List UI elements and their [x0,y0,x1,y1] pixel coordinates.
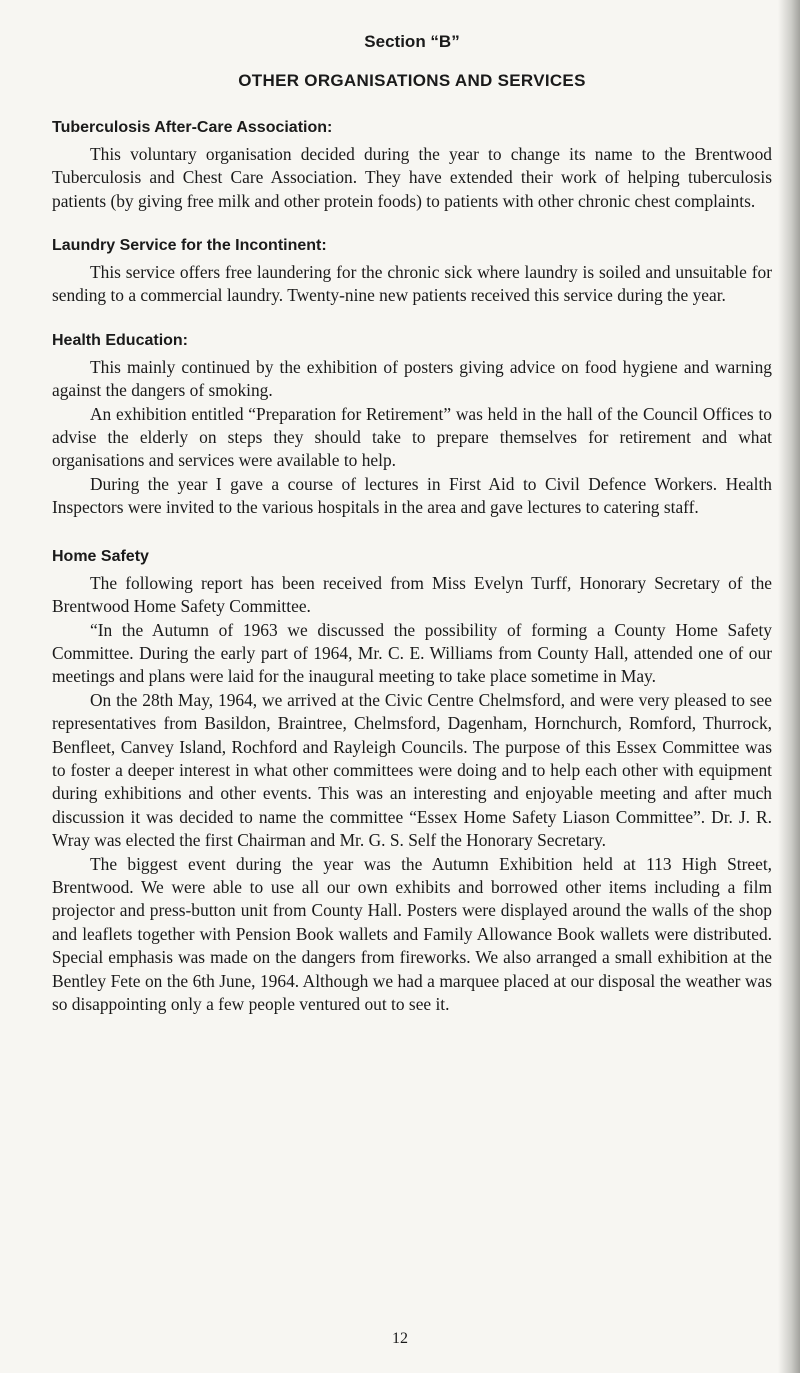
home-safety-heading: Home Safety [52,547,149,565]
page-number: 12 [392,1330,408,1347]
home-safety-section [52,546,772,1017]
health-education-paragraph-1: This mainly continued by the exhibition of posters giving advice on food hygiene and warning against the dangers of smoking. [52,356,772,401]
home-safety-paragraph-2: “In the Autumn of 1963 we discussed the possibility of forming a County Home Safety Committee. During the early part of 1964, Mr. C. E. Williams from County Hall, attended one of our meetings and plans were laid for the inaugural meeting to take place sometime in May. [52,619,772,687]
laundry-section [52,235,772,308]
page-edge-shadow [778,0,800,1373]
laundry-paragraph: This service offers free laundering for the chronic sick where laundry is soiled and unsuitable for sending to a commercial laundry. Twenty-nine new patients received this service during the year. [52,262,772,306]
health-education-paragraph-2: An exhibition entitled “Preparation for Retirement” was held in the hall of the Council Offices to advise the elderly on steps they should take to prepare themselves for retirement and what organisations and services were available to help. [52,403,772,471]
health-education-heading: Health Education: [52,331,189,349]
laundry-heading: Laundry Service for the Incontinent: [52,237,327,255]
health-education-paragraph-3: During the year I gave a course of lectures in First Aid to Civil Defence Workers. Health Inspectors were invited to the various hospitals in the area and gave lectures to catering staff. [52,473,772,518]
tuberculosis-paragraph: This voluntary organisation decided during the year to change its name to the Brentwood Tuberculosis and Chest Care Association. They have extended their work of helping tuberculosis patients (by giving free milk and other protein foods) to patients with other chronic chest complaints. [52,143,772,211]
page-title: OTHER ORGANISATIONS AND SERVICES [238,71,586,91]
health-education-section [52,330,772,520]
document-page [52,30,772,1038]
home-safety-paragraph-1: The following report has been received from Miss Evelyn Turff, Honorary Secretary of the Brentwood Home Safety Committee. [52,572,772,617]
home-safety-paragraph-4: The biggest event during the year was the Autumn Exhibition held at 113 High Street, Brentwood. We were able to use all our own exhibits and borrowed other items including a film projector and press-button unit from County Hall. Posters were displayed around the walls of the shop and leaflets together with Pension Book wallets and Family Allowance Book wallets were distributed. Special emphasis was made on the dangers from fireworks. We also arranged a small exhibition at the Bentley Fete on the 6th June, 1964. Although we had a marquee placed at our disposal the weather was so disappointing only a few people ventured out to see it. [52,853,772,1014]
tuberculosis-heading: Tuberculosis After-Care Association: [52,118,333,136]
home-safety-paragraph-3: On the 28th May, 1964, we arrived at the Civic Centre Chelmsford, and were very pleased to see representatives from Basildon, Braintree, Chelmsford, Dagenham, Hornchurch, Romford, Thurrock, Benfleet, Canvey Island, Rochford and Rayleigh Councils. The purpose of this Essex Committee was to foster a deeper interest in what other committees were doing and to help each other with equipment during exhibitions and other events. This was an interesting and enjoyable meeting and after much discussion it was decided to name the committee “Essex Home Safety Liason Committee”. Dr. J. R. Wray was elected the first Chairman and Mr. G. S. Self the Honorary Secretary. [52,689,772,851]
section-label: Section “B” [364,32,460,51]
tuberculosis-section [52,117,772,213]
